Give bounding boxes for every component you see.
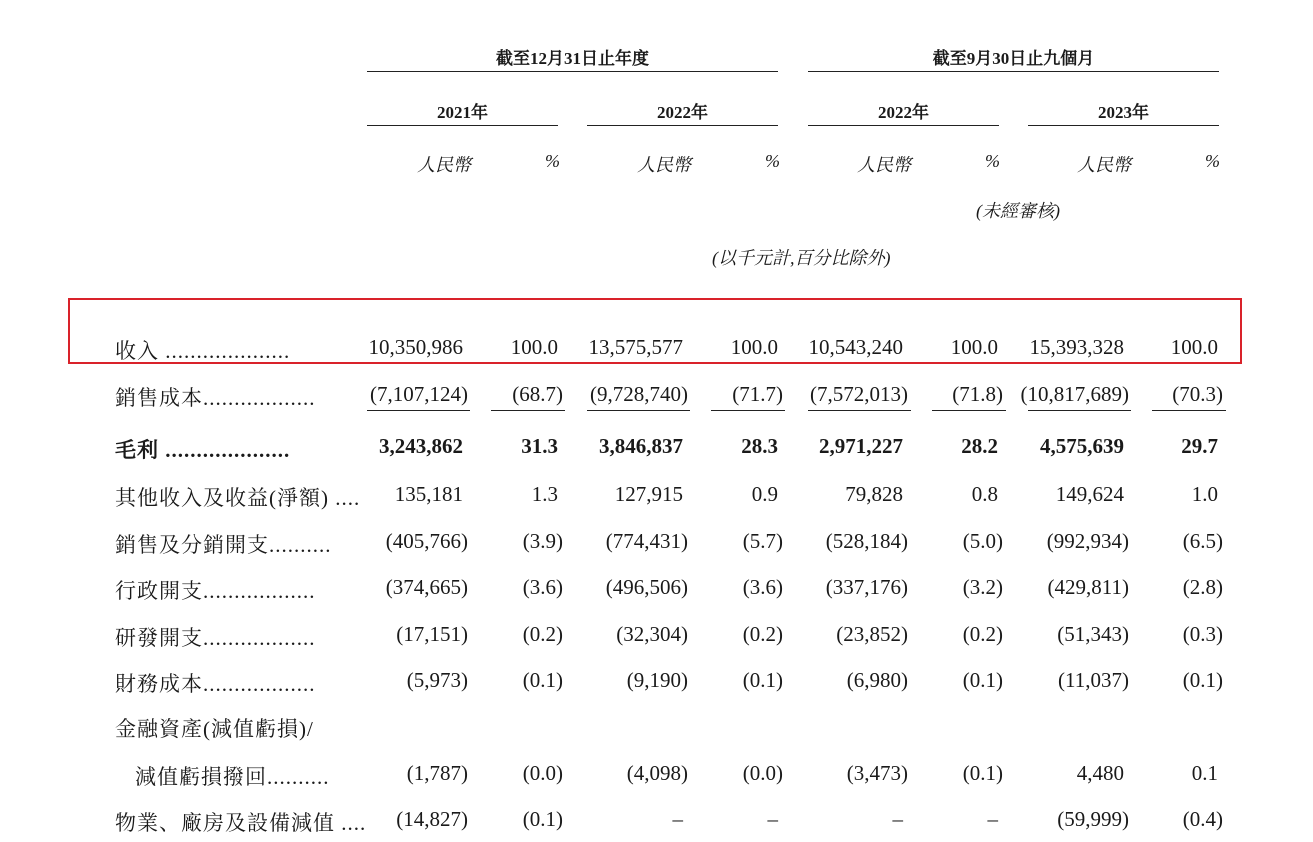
cell-percent: (3.2) <box>962 575 1003 599</box>
year-rule <box>587 125 778 126</box>
cell-amount: 3,243,862 <box>379 434 463 458</box>
currency-unit: 人民幣 <box>857 155 911 175</box>
row-label-cost-of-sales: 銷售成本.................. <box>115 386 316 410</box>
currency-unit: 人民幣 <box>637 155 691 175</box>
cell-percent: 28.2 <box>961 434 998 458</box>
subtotal-rule <box>367 410 470 411</box>
header-rule <box>367 71 778 72</box>
subtotal-rule <box>1152 410 1226 411</box>
year-header: 2022年 <box>878 103 929 122</box>
row-label-impairment-line2: 減值虧損撥回.......... <box>135 765 330 789</box>
cell-percent: (0.4) <box>1182 807 1223 831</box>
row-label-other-income: 其他收入及收益(淨額) .... <box>115 486 361 510</box>
currency-unit: 人民幣 <box>417 155 471 175</box>
cell-percent: 1.0 <box>1191 482 1218 506</box>
cell-percent: (71.8) <box>952 382 1003 406</box>
cell-percent: (0.2) <box>742 622 783 646</box>
percent-unit: % <box>1205 151 1220 171</box>
cell-amount: (9,190) <box>626 668 688 692</box>
cell-amount: (3,473) <box>846 761 908 785</box>
cell-amount: 135,181 <box>394 482 463 506</box>
year-header: 2022年 <box>657 103 708 122</box>
cell-amount: 149,624 <box>1055 482 1124 506</box>
year-header: 2021年 <box>437 103 488 122</box>
cell-amount: (23,852) <box>836 622 908 646</box>
cell-amount: (32,304) <box>616 622 688 646</box>
cell-percent: 0.8 <box>971 482 998 506</box>
cell-amount: (7,572,013) <box>810 382 908 406</box>
cell-percent: (70.3) <box>1172 382 1223 406</box>
row-label-impairment-line1: 金融資產(減值虧損)/ <box>115 717 314 741</box>
cell-percent: (3.9) <box>522 529 563 553</box>
cell-dash: – <box>767 807 778 831</box>
cell-amount: (774,431) <box>605 529 688 553</box>
cell-amount: (429,811) <box>1047 575 1129 599</box>
cell-amount: (528,184) <box>825 529 908 553</box>
cell-amount: 10,543,240 <box>808 335 903 359</box>
subtotal-rule <box>711 410 785 411</box>
cell-dash: – <box>987 807 998 831</box>
year-header: 2023年 <box>1098 103 1149 122</box>
cell-amount: (14,827) <box>396 807 468 831</box>
cell-percent: (0.0) <box>522 761 563 785</box>
cell-percent: (0.1) <box>522 807 563 831</box>
cell-amount: 4,575,639 <box>1040 434 1124 458</box>
percent-unit: % <box>985 151 1000 171</box>
cell-percent: 100.0 <box>1170 335 1218 359</box>
amount-note: (以千元計,百分比除外) <box>712 248 891 268</box>
cell-amount: 2,971,227 <box>819 434 903 458</box>
cell-percent: 29.7 <box>1181 434 1218 458</box>
row-label-revenue: 收入 .................... <box>115 339 291 363</box>
cell-amount: 3,846,837 <box>599 434 683 458</box>
subtotal-rule <box>932 410 1006 411</box>
cell-amount: 4,480 <box>1076 761 1124 785</box>
cell-percent: (0.1) <box>1182 668 1223 692</box>
cell-amount: (5,973) <box>406 668 468 692</box>
cell-amount: 10,350,986 <box>368 335 463 359</box>
cell-percent: (3.6) <box>742 575 783 599</box>
cell-amount: (337,176) <box>825 575 908 599</box>
cell-percent: 100.0 <box>730 335 778 359</box>
cell-amount: (405,766) <box>385 529 468 553</box>
percent-unit: % <box>765 151 780 171</box>
cell-amount: 127,915 <box>614 482 683 506</box>
cell-amount: (6,980) <box>846 668 908 692</box>
cell-amount: 79,828 <box>845 482 903 506</box>
cell-percent: (5.7) <box>742 529 783 553</box>
cell-percent: (3.6) <box>522 575 563 599</box>
header-rule <box>808 71 1219 72</box>
cell-percent: (0.3) <box>1182 622 1223 646</box>
period-header-full-year: 截至12月31日止年度 <box>496 49 649 68</box>
subtotal-rule <box>491 410 565 411</box>
row-label-selling-expenses: 銷售及分銷開支.......... <box>115 533 332 557</box>
row-label-ppe-impairment: 物業、廠房及設備減值 .... <box>115 811 367 835</box>
cell-percent: (6.5) <box>1182 529 1223 553</box>
row-label-admin-expenses: 行政開支.................. <box>115 579 316 603</box>
period-header-nine-months: 截至9月30日止九個月 <box>932 49 1095 68</box>
subtotal-rule <box>808 410 911 411</box>
cell-percent: (0.1) <box>962 761 1003 785</box>
cell-amount: (4,098) <box>626 761 688 785</box>
cell-amount: (59,999) <box>1057 807 1129 831</box>
cell-amount: (10,817,689) <box>1020 382 1129 406</box>
row-label-gross-profit: 毛利 .................... <box>115 438 291 462</box>
year-rule <box>1028 125 1219 126</box>
subtotal-rule <box>587 410 690 411</box>
cell-percent: 0.9 <box>751 482 778 506</box>
cell-amount: (11,037) <box>1058 668 1129 692</box>
percent-unit: % <box>545 151 560 171</box>
cell-percent: 1.3 <box>531 482 558 506</box>
cell-amount: (374,665) <box>385 575 468 599</box>
cell-dash: – <box>892 807 903 831</box>
year-rule <box>367 125 558 126</box>
cell-amount: (9,728,740) <box>590 382 688 406</box>
cell-amount: (51,343) <box>1057 622 1129 646</box>
row-label-finance-costs: 財務成本.................. <box>115 672 316 696</box>
cell-amount: 13,575,577 <box>588 335 683 359</box>
cell-percent: (0.2) <box>962 622 1003 646</box>
cell-percent: (71.7) <box>732 382 783 406</box>
cell-percent: (0.1) <box>962 668 1003 692</box>
cell-amount: (1,787) <box>406 761 468 785</box>
cell-amount: (7,107,124) <box>370 382 468 406</box>
cell-percent: 100.0 <box>510 335 558 359</box>
cell-percent: (68.7) <box>512 382 563 406</box>
cell-percent: 28.3 <box>741 434 778 458</box>
cell-percent: (5.0) <box>962 529 1003 553</box>
cell-dash: – <box>672 807 683 831</box>
cell-percent: 31.3 <box>521 434 558 458</box>
subtotal-rule <box>1028 410 1131 411</box>
cell-amount: 15,393,328 <box>1029 335 1124 359</box>
currency-unit: 人民幣 <box>1077 155 1131 175</box>
cell-amount: (17,151) <box>396 622 468 646</box>
cell-percent: (0.0) <box>742 761 783 785</box>
row-label-rd-expenses: 研發開支.................. <box>115 626 316 650</box>
cell-amount: (496,506) <box>605 575 688 599</box>
unaudited-note: (未經審核) <box>976 201 1060 221</box>
cell-percent: (0.2) <box>522 622 563 646</box>
cell-percent: (0.1) <box>522 668 563 692</box>
cell-percent: 100.0 <box>950 335 998 359</box>
cell-percent: 0.1 <box>1191 761 1218 785</box>
year-rule <box>808 125 999 126</box>
cell-amount: (992,934) <box>1046 529 1129 553</box>
cell-percent: (0.1) <box>742 668 783 692</box>
cell-percent: (2.8) <box>1182 575 1223 599</box>
